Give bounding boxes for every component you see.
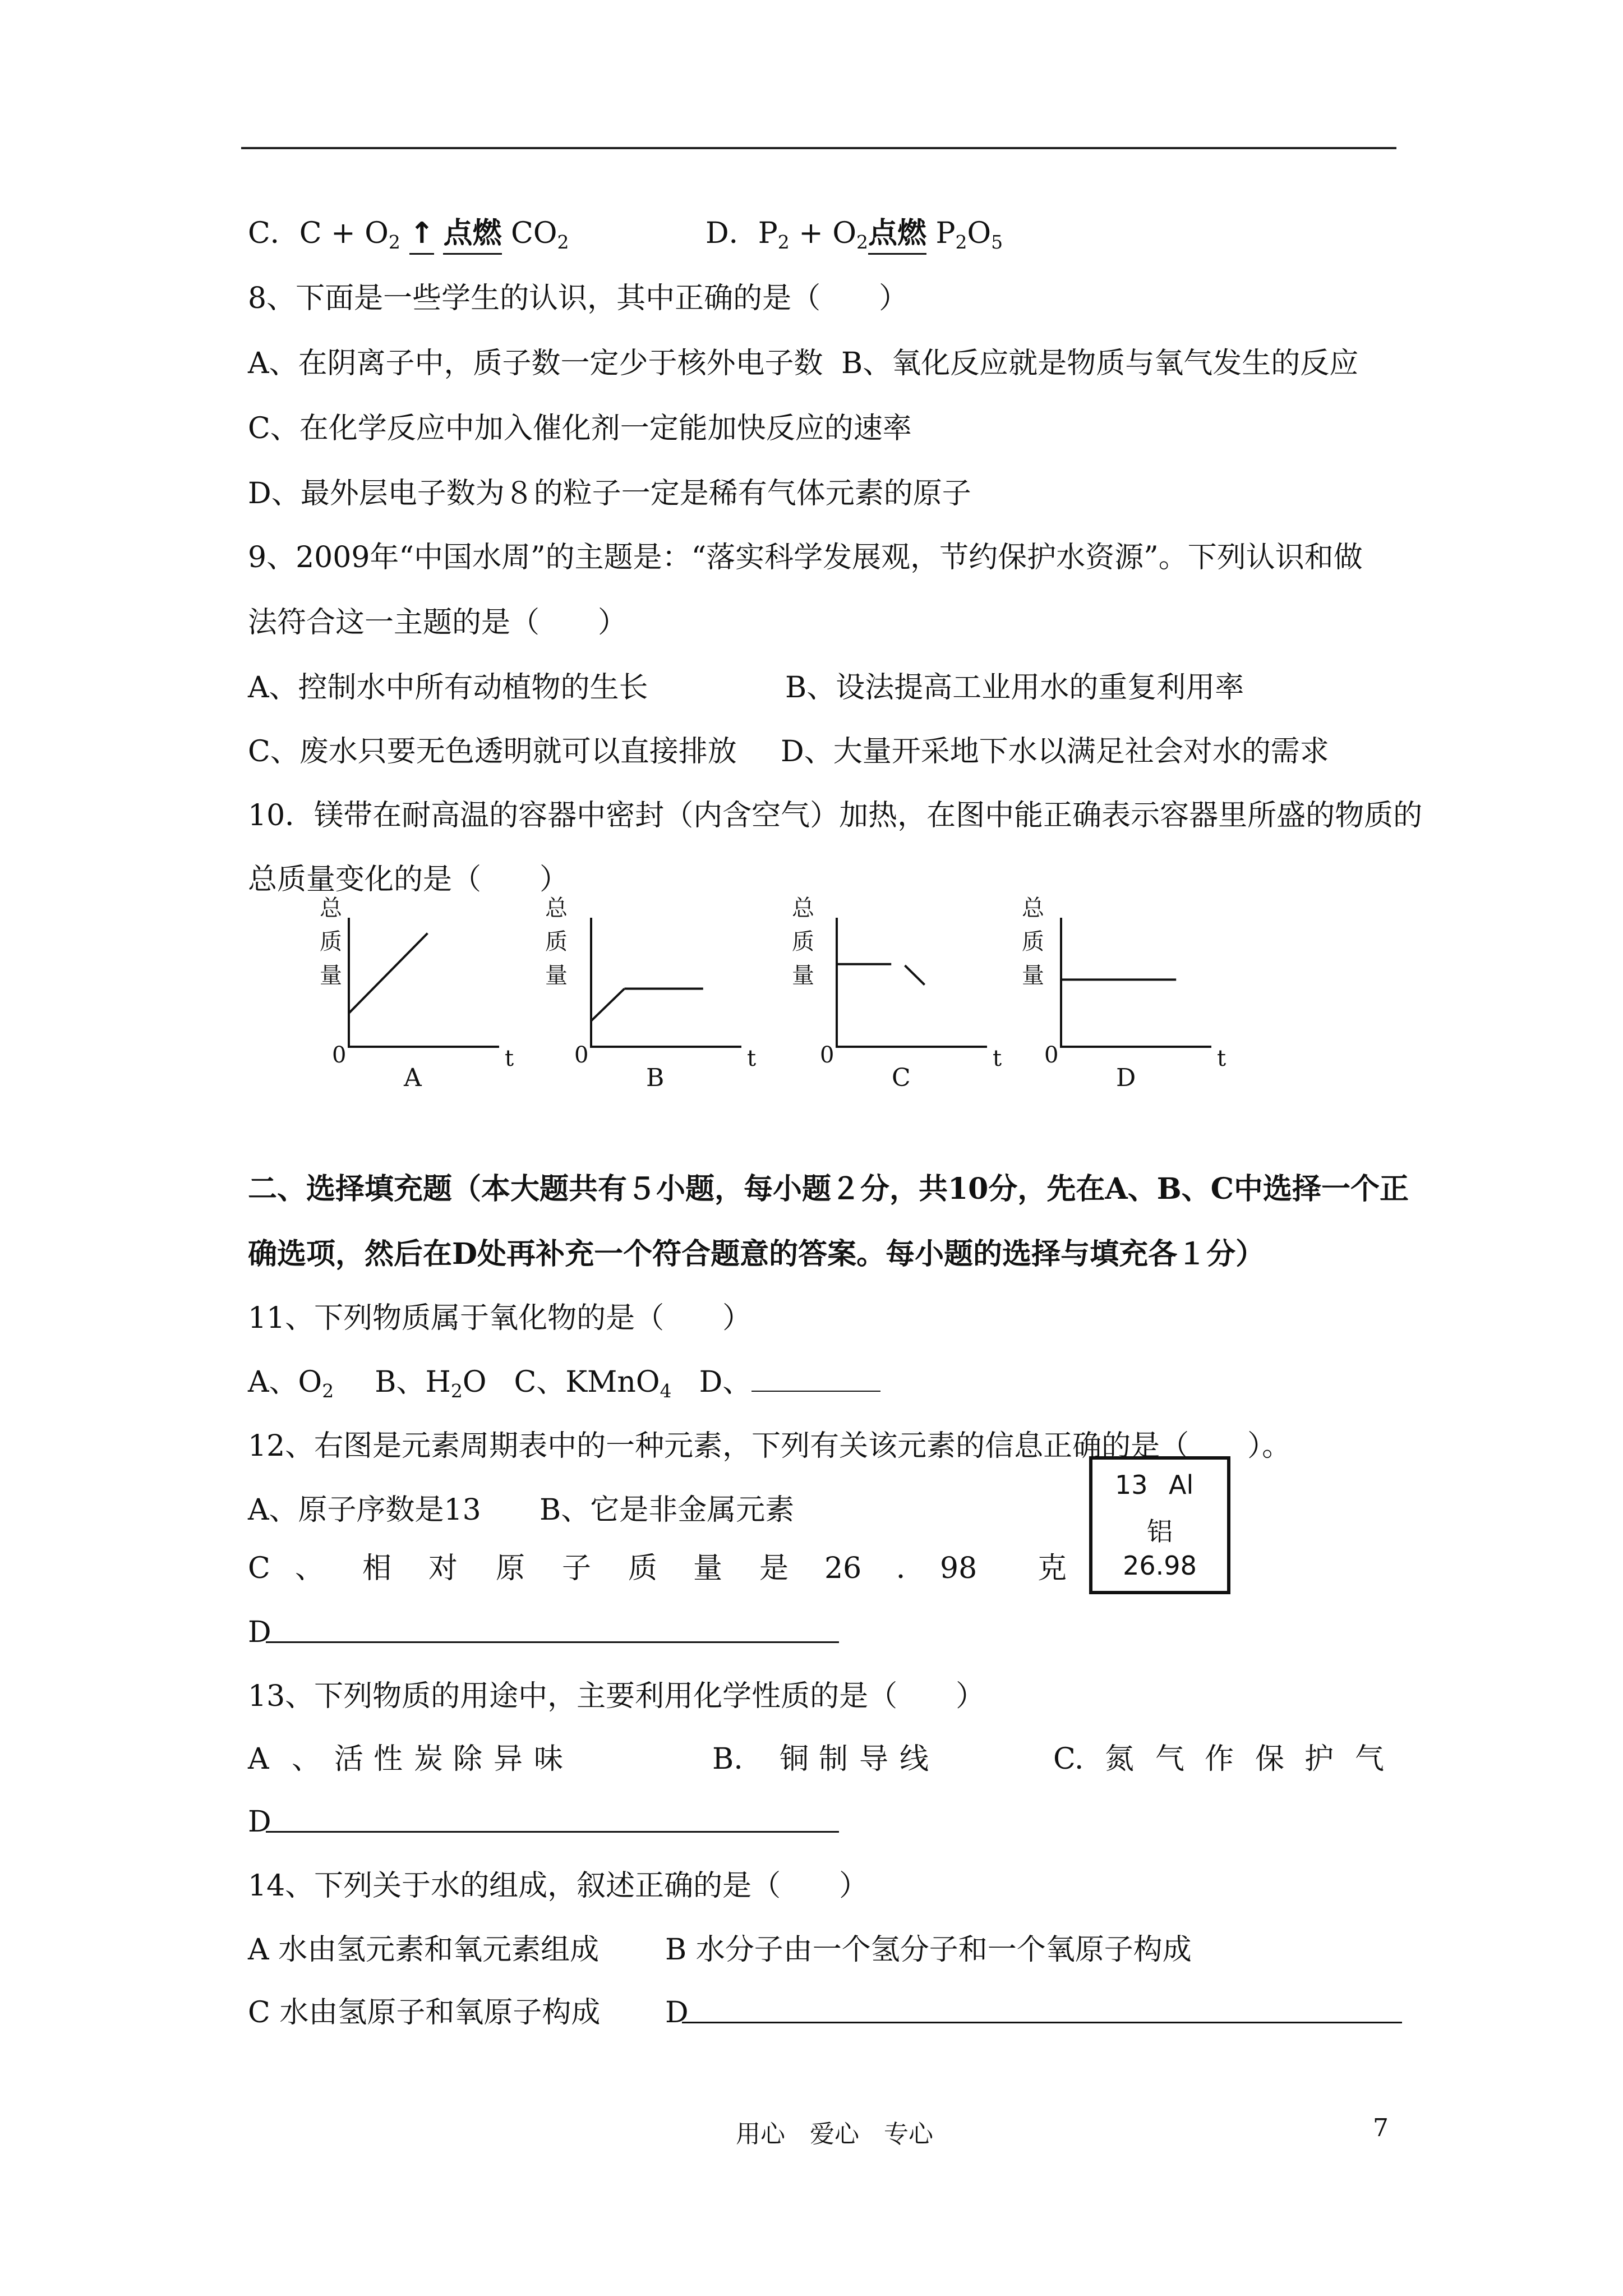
q13-stem: 13、下列物质的用途中，主要利用化学性质的是（ ） <box>248 1680 985 1713</box>
graph-curve-segment <box>591 989 624 1022</box>
q7c-lhs: C．C + O <box>248 217 389 250</box>
graph-option-label: A <box>404 1064 422 1092</box>
graph-y-axis-label-char: 质 <box>320 929 342 955</box>
q13-option-char: A <box>248 1742 269 1776</box>
q13-option-d: D <box>248 1805 271 1839</box>
q8-option-d: D、最外层电子数为８的粒子一定是稀有气体元素的原子 <box>248 477 971 510</box>
q13-option-char: 性 <box>374 1742 403 1776</box>
q13-option-char: 保 <box>1255 1742 1285 1776</box>
graph-x-axis-label: t <box>747 1046 757 1071</box>
q13-option-char: 作 <box>1205 1742 1234 1776</box>
graph-x-axis-label: t <box>993 1046 1002 1071</box>
q8-stem: 8、下面是一些学生的认识，其中正确的是（ ） <box>248 282 909 315</box>
graph-x-axis-label: t <box>505 1046 514 1071</box>
q7c-product-sub: 2 <box>557 231 569 253</box>
q13-option-char: 炭 <box>414 1742 444 1776</box>
graph-axes <box>837 918 987 1047</box>
q11-b-sub: 2 <box>450 1380 463 1402</box>
graph-y-axis-label-char: 总 <box>545 895 568 921</box>
graph-y-axis-label-char: 量 <box>792 963 814 988</box>
q10-stem-line2: 总质量变化的是（ ） <box>248 863 569 896</box>
q8-option-c: C、在化学反应中加入催化剂一定能加快反应的速率 <box>248 412 912 445</box>
graph-origin-label: 0 <box>574 1042 589 1068</box>
page-number: 7 <box>1373 2114 1389 2142</box>
q14-stem: 14、下列关于水的组成，叙述正确的是（ ） <box>248 1869 869 1903</box>
q13-option-char: 氮 <box>1105 1742 1135 1776</box>
q12-option-c-char: 是 <box>759 1552 789 1585</box>
q13-option-char: 制 <box>819 1742 849 1776</box>
q7d-product: P <box>935 217 956 250</box>
q12-option-c-char: ． <box>896 1552 926 1585</box>
q12-option-c-char: 98 <box>940 1552 978 1585</box>
section2-heading-line1: 二、选择填充题（本大题共有５小题，每小题２分，共10分，先在A、B、C中选择一个正 <box>248 1172 1409 1206</box>
graph-y-axis-label-char: 总 <box>320 895 342 921</box>
graph-curve-segment <box>349 933 427 1014</box>
q9-option-c: C、废水只要无色透明就可以直接排放 <box>248 735 737 769</box>
q13-option-char: 、 <box>292 1742 321 1776</box>
graph-x-axis-label: t <box>1217 1046 1227 1071</box>
graph-y-axis-label-char: 质 <box>792 929 814 955</box>
q7d-p-sub: 2 <box>777 231 790 253</box>
q13-option-char: 气 <box>1155 1742 1185 1776</box>
graph-origin-label: 0 <box>820 1042 834 1068</box>
graph-y-axis-label-char: 总 <box>792 895 814 921</box>
graph-y-axis-label-char: 量 <box>545 963 568 988</box>
q12-stem: 12、右图是元素周期表中的一种元素，下列有关该元素的信息正确的是（ ）。 <box>248 1429 1292 1463</box>
graph-y-axis-label-char: 总 <box>1022 895 1044 921</box>
q7-option-c <box>248 215 569 251</box>
element-card-aluminum <box>1089 1456 1230 1594</box>
q13-option-char: 导 <box>859 1742 889 1776</box>
element-mass: 26.98 <box>1123 1550 1197 1581</box>
graph-curve-segment <box>905 965 925 985</box>
up-arrow-symbol: ↑ <box>409 217 434 250</box>
q7d-product-sub1: 2 <box>955 231 967 253</box>
q14-answer-blank[interactable] <box>682 2022 1402 2023</box>
footer-motto: 用心 爱心 专心 <box>736 2120 933 2148</box>
q7d-product-o: O <box>967 217 992 250</box>
graph-y-axis-label-char: 量 <box>1022 963 1044 988</box>
q12-option-a: A、原子序数是13 <box>248 1493 481 1527</box>
q8-option-b: B、氧化反应就是物质与氧气发生的反应 <box>841 347 1359 380</box>
graph-axes <box>591 918 741 1047</box>
q13-option-char: 味 <box>534 1742 564 1776</box>
q14-option-b: B 水分子由一个氢分子和一个氧原子构成 <box>665 1933 1192 1967</box>
q11-option-d: D、 <box>699 1365 752 1399</box>
q12-option-c-char: 量 <box>693 1552 723 1585</box>
q9-stem-line2: 法符合这一主题的是（ ） <box>248 606 628 639</box>
q14-option-c: C 水由氢原子和氧原子构成 <box>248 1996 601 2030</box>
q11-b-tail: O <box>462 1365 487 1399</box>
q10-stem-line1: 10．镁带在耐高温的容器中密封（内含空气）加热，在图中能正确表示容器里所盛的物质的 <box>248 799 1423 832</box>
q14-option-a: A 水由氢元素和氧元素组成 <box>248 1933 600 1967</box>
q7d-condition: 点燃 <box>868 217 926 250</box>
q9-option-a: A、控制水中所有动植物的生长 <box>248 671 648 705</box>
q11-option-a: A、O <box>248 1365 322 1399</box>
section2-heading-line2: 确选项，然后在D处再补充一个符合题意的答案。每小题的选择与填充各１分） <box>248 1237 1265 1271</box>
q13-option-char: B. <box>712 1742 743 1776</box>
graph-option-label: B <box>646 1064 665 1092</box>
q8-option-a: A、在阴离子中，质子数一定少于核外电子数 <box>248 347 823 380</box>
q7d-mid: + O <box>789 217 856 250</box>
q11-option-c: C、KMnO <box>514 1365 660 1399</box>
graph-A <box>348 918 505 1052</box>
q9-option-d: D、大量开采地下水以满足社会对水的需求 <box>781 735 1329 769</box>
graph-C <box>836 918 993 1052</box>
element-name: 铝 <box>1147 1516 1173 1547</box>
q12-answer-blank[interactable] <box>266 1641 839 1643</box>
q13-answer-blank[interactable] <box>266 1831 839 1833</box>
q11-c-sub: 4 <box>660 1380 672 1402</box>
element-symbol: Al <box>1169 1470 1194 1500</box>
graph-B <box>590 918 747 1052</box>
graph-origin-label: 0 <box>332 1042 347 1068</box>
graph-option-label: D <box>1116 1064 1136 1092</box>
q12-option-c-char: 子 <box>562 1552 592 1585</box>
q13-option-char: 活 <box>334 1742 364 1776</box>
q7c-o-sub: 2 <box>388 231 400 253</box>
q12-option-c-char: 原 <box>496 1552 525 1585</box>
q12-option-c-char: 克 <box>1038 1552 1067 1585</box>
element-number: 13 <box>1115 1470 1148 1500</box>
q7d-product-sub2: 5 <box>991 231 1003 253</box>
graph-option-label: C <box>892 1064 911 1092</box>
q7c-product: CO <box>511 217 557 250</box>
q11-stem: 11、下列物质属于氧化物的是（ ） <box>248 1301 752 1335</box>
graph-y-axis-label-char: 量 <box>320 963 342 988</box>
q11-a-sub: 2 <box>322 1380 334 1402</box>
q13-option-char: C. <box>1053 1742 1084 1776</box>
q12-option-d: D <box>248 1616 271 1649</box>
q13-option-char: 除 <box>453 1742 483 1776</box>
q7d-lhs: D．P <box>706 217 778 250</box>
graph-D <box>1060 918 1217 1052</box>
q12-option-c-char: 相 <box>362 1552 392 1585</box>
q7-option-d <box>706 215 1003 251</box>
graph-origin-label: 0 <box>1044 1042 1059 1068</box>
q12-option-c-char: C <box>248 1552 270 1585</box>
header-rule <box>241 147 1396 149</box>
q11-options <box>248 1364 880 1400</box>
q7d-o-sub: 2 <box>856 231 868 253</box>
graph-y-axis-label-char: 质 <box>545 929 568 955</box>
q12-option-c-char: 对 <box>428 1552 458 1585</box>
q12-option-c-char: 、 <box>295 1552 325 1585</box>
q11-option-b: B、H <box>375 1365 451 1399</box>
q7c-condition: 点燃 <box>443 217 502 250</box>
q13-option-char: 线 <box>900 1742 929 1776</box>
q13-option-char: 护 <box>1304 1742 1334 1776</box>
q12-option-c-char: 26 <box>824 1552 862 1585</box>
graph-axes <box>1061 918 1211 1047</box>
graph-y-axis-label-char: 质 <box>1022 929 1044 955</box>
q12-option-b: B、它是非金属元素 <box>540 1493 795 1527</box>
q13-option-char: 铜 <box>780 1742 809 1776</box>
q13-option-char: 异 <box>494 1742 523 1776</box>
q9-stem-line1: 9、2009年“中国水周”的主题是：“落实科学发展观，节约保护水资源”。下列认识和做 <box>248 541 1363 574</box>
q9-option-b: B、设法提高工业用水的重复利用率 <box>785 671 1244 705</box>
q13-option-char: 气 <box>1355 1742 1385 1776</box>
q14-option-d: D <box>665 1996 689 2030</box>
q12-option-c-char: 质 <box>628 1552 658 1585</box>
q11-answer-blank[interactable] <box>751 1391 880 1392</box>
